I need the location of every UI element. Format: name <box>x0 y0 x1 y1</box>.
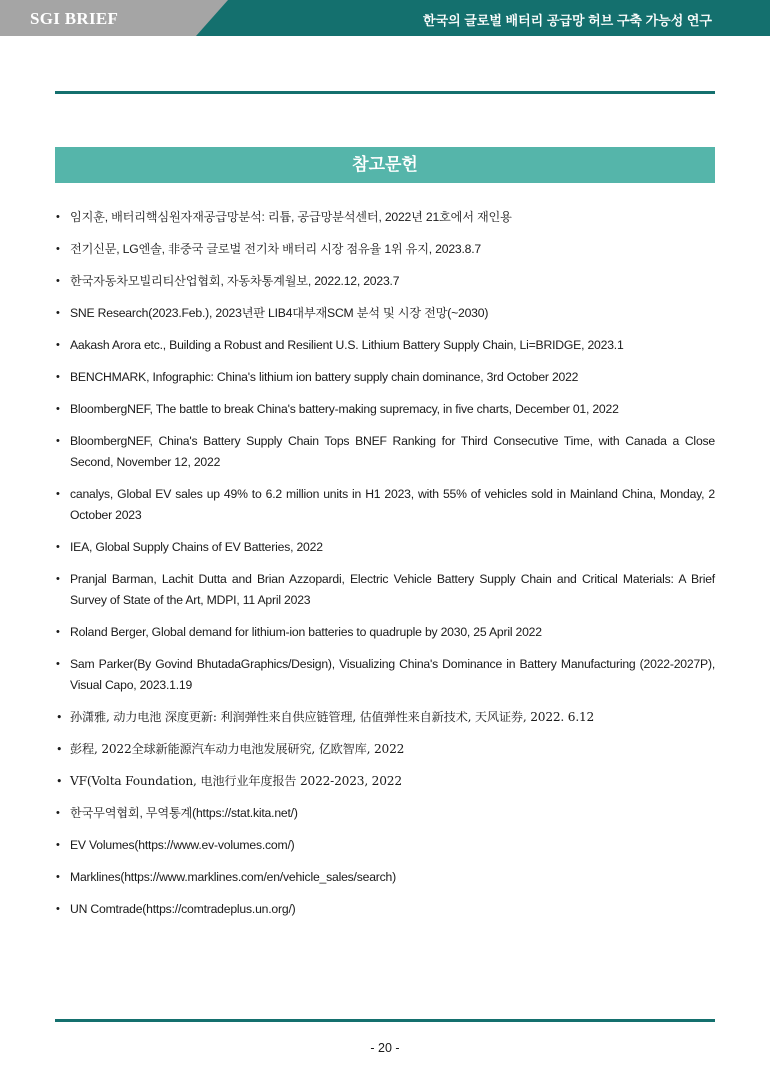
header-title: 한국의 글로벌 배터리 공급망 허브 구축 가능성 연구 <box>422 13 712 28</box>
reference-item: • Sam Parker(By Govind BhutadaGraphics/Design), Visualizing China's Dominance in Battery Manufacturing (2022-2027P), Visual Capo, 2023.1.19 <box>55 654 715 696</box>
reference-item: • BloombergNEF, The battle to break China's battery-making supremacy, in five charts, December 01, 2022 <box>55 399 715 420</box>
reference-list <box>55 207 715 931</box>
reference-item: • 孙潇雅, 动力电池 深度更新: 利润弹性来自供应链管理, 估值弹性来自新技术, 天风证券, 2022. 6.12 <box>55 707 715 728</box>
page-number: - 20 - <box>370 1041 400 1055</box>
reference-item: • VF(Volta Foundation, 电池行业年度报告 2022-2023, 2022 <box>55 771 715 792</box>
reference-item: • 한국자동차모빌리티산업협회, 자동차통계월보, 2022.12, 2023.7 <box>55 271 715 292</box>
reference-item: • 한국무역협회, 무역통계(https://stat.kita.net/) <box>55 803 715 824</box>
reference-item: • 彭程, 2022全球新能源汽车动力电池发展研究, 亿欧智库, 2022 <box>55 739 715 760</box>
reference-item: • Roland Berger, Global demand for lithium-ion batteries to quadruple by 2030, 25 April 2022 <box>55 622 715 643</box>
reference-item: • BloombergNEF, China's Battery Supply Chain Tops BNEF Ranking for Third Consecutive Time, with Canada a Close Second, November 12, 2022 <box>55 431 715 473</box>
section-title: 참고문헌 <box>55 147 715 183</box>
top-divider <box>55 91 715 94</box>
reference-item: • UN Comtrade(https://comtradeplus.un.org/) <box>55 899 715 920</box>
reference-item: • SNE Research(2023.Feb.), 2023년판 LIB4대부재SCM 분석 및 시장 전망(~2030) <box>55 303 715 324</box>
bottom-divider <box>55 1019 715 1022</box>
reference-item: • BENCHMARK, Infographic: China's lithium ion battery supply chain dominance, 3rd October 2022 <box>55 367 715 388</box>
header-brand: SGI BRIEF <box>30 9 119 28</box>
page-header <box>0 0 770 36</box>
reference-item: • Pranjal Barman, Lachit Dutta and Brian Azzopardi, Electric Vehicle Battery Supply Chain and Critical Materials: A Brief Survey of State of the Art, MDPI, 11 April 2023 <box>55 569 715 611</box>
reference-item: • Aakash Arora etc., Building a Robust and Resilient U.S. Lithium Battery Supply Chain, Li=BRIDGE, 2023.1 <box>55 335 715 356</box>
reference-item: • Marklines(https://www.marklines.com/en/vehicle_sales/search) <box>55 867 715 888</box>
reference-item: • canalys, Global EV sales up 49% to 6.2 million units in H1 2023, with 55% of vehicles sold in Mainland China, Monday, 2 October 2023 <box>55 484 715 526</box>
reference-item: • 전기신문, LG엔솔, 非중국 글로벌 전기차 배터리 시장 점유율 1위 유지, 2023.8.7 <box>55 239 715 260</box>
reference-item: • EV Volumes(https://www.ev-volumes.com/) <box>55 835 715 856</box>
reference-item: • IEA, Global Supply Chains of EV Batteries, 2022 <box>55 537 715 558</box>
reference-item: • 임지훈, 배터리핵심원자재공급망분석: 리튬, 공급망분석센터, 2022년 21호에서 재인용 <box>55 207 715 228</box>
